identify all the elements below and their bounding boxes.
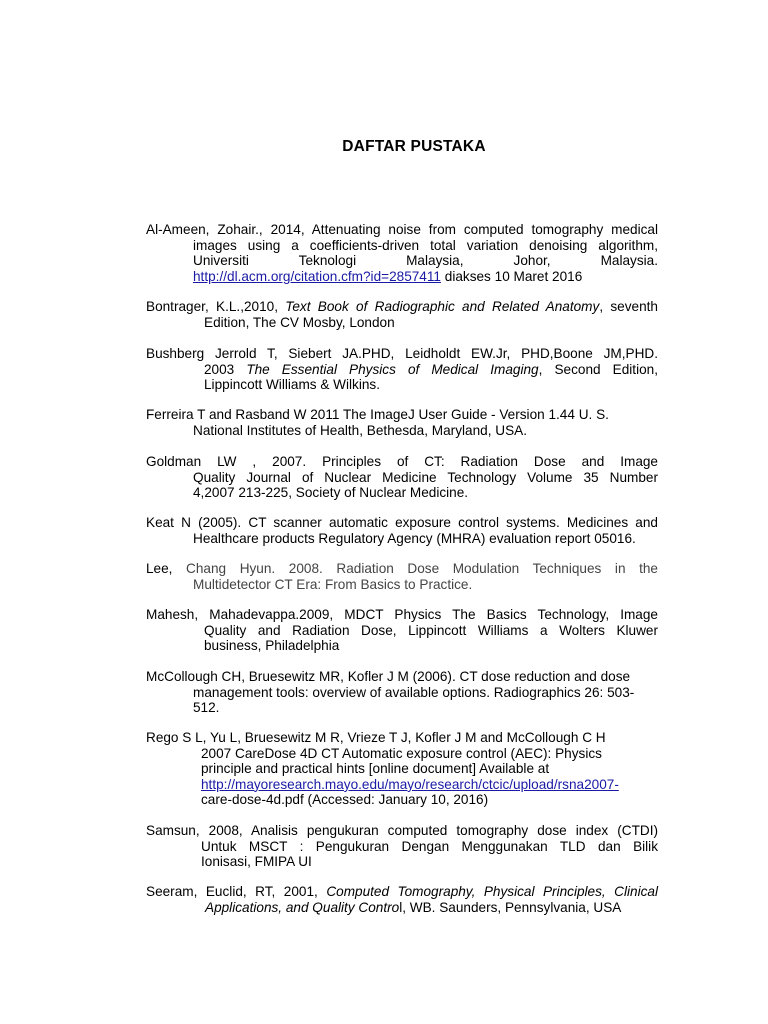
reference-line xyxy=(146,561,658,577)
reference-al-ameen xyxy=(146,222,658,284)
reference-line: Lippincott Williams & Wilkins. xyxy=(204,377,381,393)
reference-line xyxy=(146,269,658,285)
reference-line: Ionisasi, FMIPA UI xyxy=(201,854,312,870)
reference-lee xyxy=(146,561,658,592)
reference-line xyxy=(146,362,658,378)
reference-line: Bushberg Jerrold T, Siebert JA.PHD, Leidholdt EW.Jr, PHD,Boone JM,PHD. xyxy=(146,346,658,361)
reference-bontrager xyxy=(146,299,658,330)
reference-line xyxy=(146,777,658,793)
reference-line: 2007 CareDose 4D CT Automatic exposure control (AEC): Physics xyxy=(201,745,602,761)
reference-line: Rego S L, Yu L, Bruesewitz M R, Vrieze T J, Kofler J M and McCollough C H xyxy=(146,730,606,745)
reference-mahesh xyxy=(146,607,658,654)
reference-text: , seventh xyxy=(599,299,658,314)
page-title: DAFTAR PUSTAKA xyxy=(342,138,486,155)
reference-line: Untuk MSCT : Pengukuran Dengan Menggunakan TLD dan Bilik xyxy=(201,838,658,854)
reference-text: l, WB. Saunders, Pennsylvania, USA xyxy=(399,899,622,915)
reference-line: Ferreira T and Rasband W 2011 The ImageJ User Guide - Version 1.44 U. S. xyxy=(146,407,609,422)
reference-italic-title: Computed Tomography, Physical Principles, Clinical xyxy=(326,884,658,899)
reference-ferreira xyxy=(146,407,658,438)
reference-samsun xyxy=(146,823,658,870)
reference-mccollough xyxy=(146,669,658,716)
reference-rego xyxy=(146,730,658,808)
reference-text: 2003 xyxy=(204,361,247,377)
reference-italic-title: Applications, and Quality Contro xyxy=(205,899,400,915)
reference-link[interactable]: http://mayoresearch.mayo.edu/mayo/research/ctcic/upload/rsna2007- xyxy=(201,776,619,792)
reference-bushberg xyxy=(146,346,658,393)
reference-line: business, Philadelphia xyxy=(204,638,340,654)
reference-line xyxy=(146,299,658,315)
reference-line xyxy=(146,900,658,916)
reference-line: Samsun, 2008, Analisis pengukuran computed tomography dose index (CTDI) xyxy=(146,823,658,838)
reference-keat xyxy=(146,515,658,546)
reference-link[interactable]: http://dl.acm.org/citation.cfm?id=2857411 xyxy=(193,268,441,284)
reference-line: care-dose-4d.pdf (Accessed: January 10, 2016) xyxy=(201,792,489,808)
reference-italic-title: Text Book of Radiographic and Related Anatomy xyxy=(285,299,600,314)
reference-line: 512. xyxy=(193,700,220,716)
reference-line: Quality Journal of Nuclear Medicine Technology Volume 35 Number xyxy=(193,469,658,485)
reference-line: Al-Ameen, Zohair., 2014, Attenuating noise from computed tomography medical xyxy=(146,222,658,237)
reference-italic-title: The Essential Physics of Medical Imaging xyxy=(246,361,539,377)
reference-line: Keat N (2005). CT scanner automatic exposure control systems. Medicines and xyxy=(146,515,658,530)
reference-text: Bontrager, K.L.,2010, xyxy=(146,299,286,314)
reference-text: Chang Hyun. 2008. Radiation Dose Modulation Techniques in the xyxy=(186,561,658,576)
reference-text: , Second Edition, xyxy=(538,361,658,377)
reference-line: National Institutes of Health, Bethesda, Maryland, USA. xyxy=(193,422,527,438)
reference-seeram xyxy=(146,884,658,915)
reference-text: Seeram, Euclid, RT, 2001, xyxy=(146,884,327,899)
reference-line: principle and practical hints [online document] Available at xyxy=(201,761,550,777)
reference-line: Edition, The CV Mosby, London xyxy=(204,314,395,330)
reference-line: Mahesh, Mahadevappa.2009, MDCT Physics The Basics Technology, Image xyxy=(146,607,658,622)
reference-line: McCollough CH, Bruesewitz MR, Kofler J M (2006). CT dose reduction and dose xyxy=(146,669,631,684)
reference-line: Universiti Teknologi Malaysia, Johor, Malaysia. xyxy=(193,253,658,269)
reference-line: Multidetector CT Era: From Basics to Practice. xyxy=(193,576,473,592)
reference-line: Goldman LW , 2007. Principles of CT: Radiation Dose and Image xyxy=(146,454,658,469)
reference-line: management tools: overview of available options. Radiographics 26: 503- xyxy=(193,684,635,700)
reference-text: Lee, xyxy=(146,561,187,576)
reference-text: diakses 10 Maret 2016 xyxy=(440,268,583,284)
reference-line xyxy=(146,884,658,900)
reference-line: images using a coefficients-driven total variation denoising algorithm, xyxy=(193,237,658,253)
reference-goldman xyxy=(146,454,658,501)
reference-line: Healthcare products Regulatory Agency (MHRA) evaluation report 05016. xyxy=(193,530,636,546)
reference-line: Quality and Radiation Dose, Lippincott Williams a Wolters Kluwer xyxy=(204,622,658,638)
reference-line: 4,2007 213-225, Society of Nuclear Medicine. xyxy=(193,485,469,501)
